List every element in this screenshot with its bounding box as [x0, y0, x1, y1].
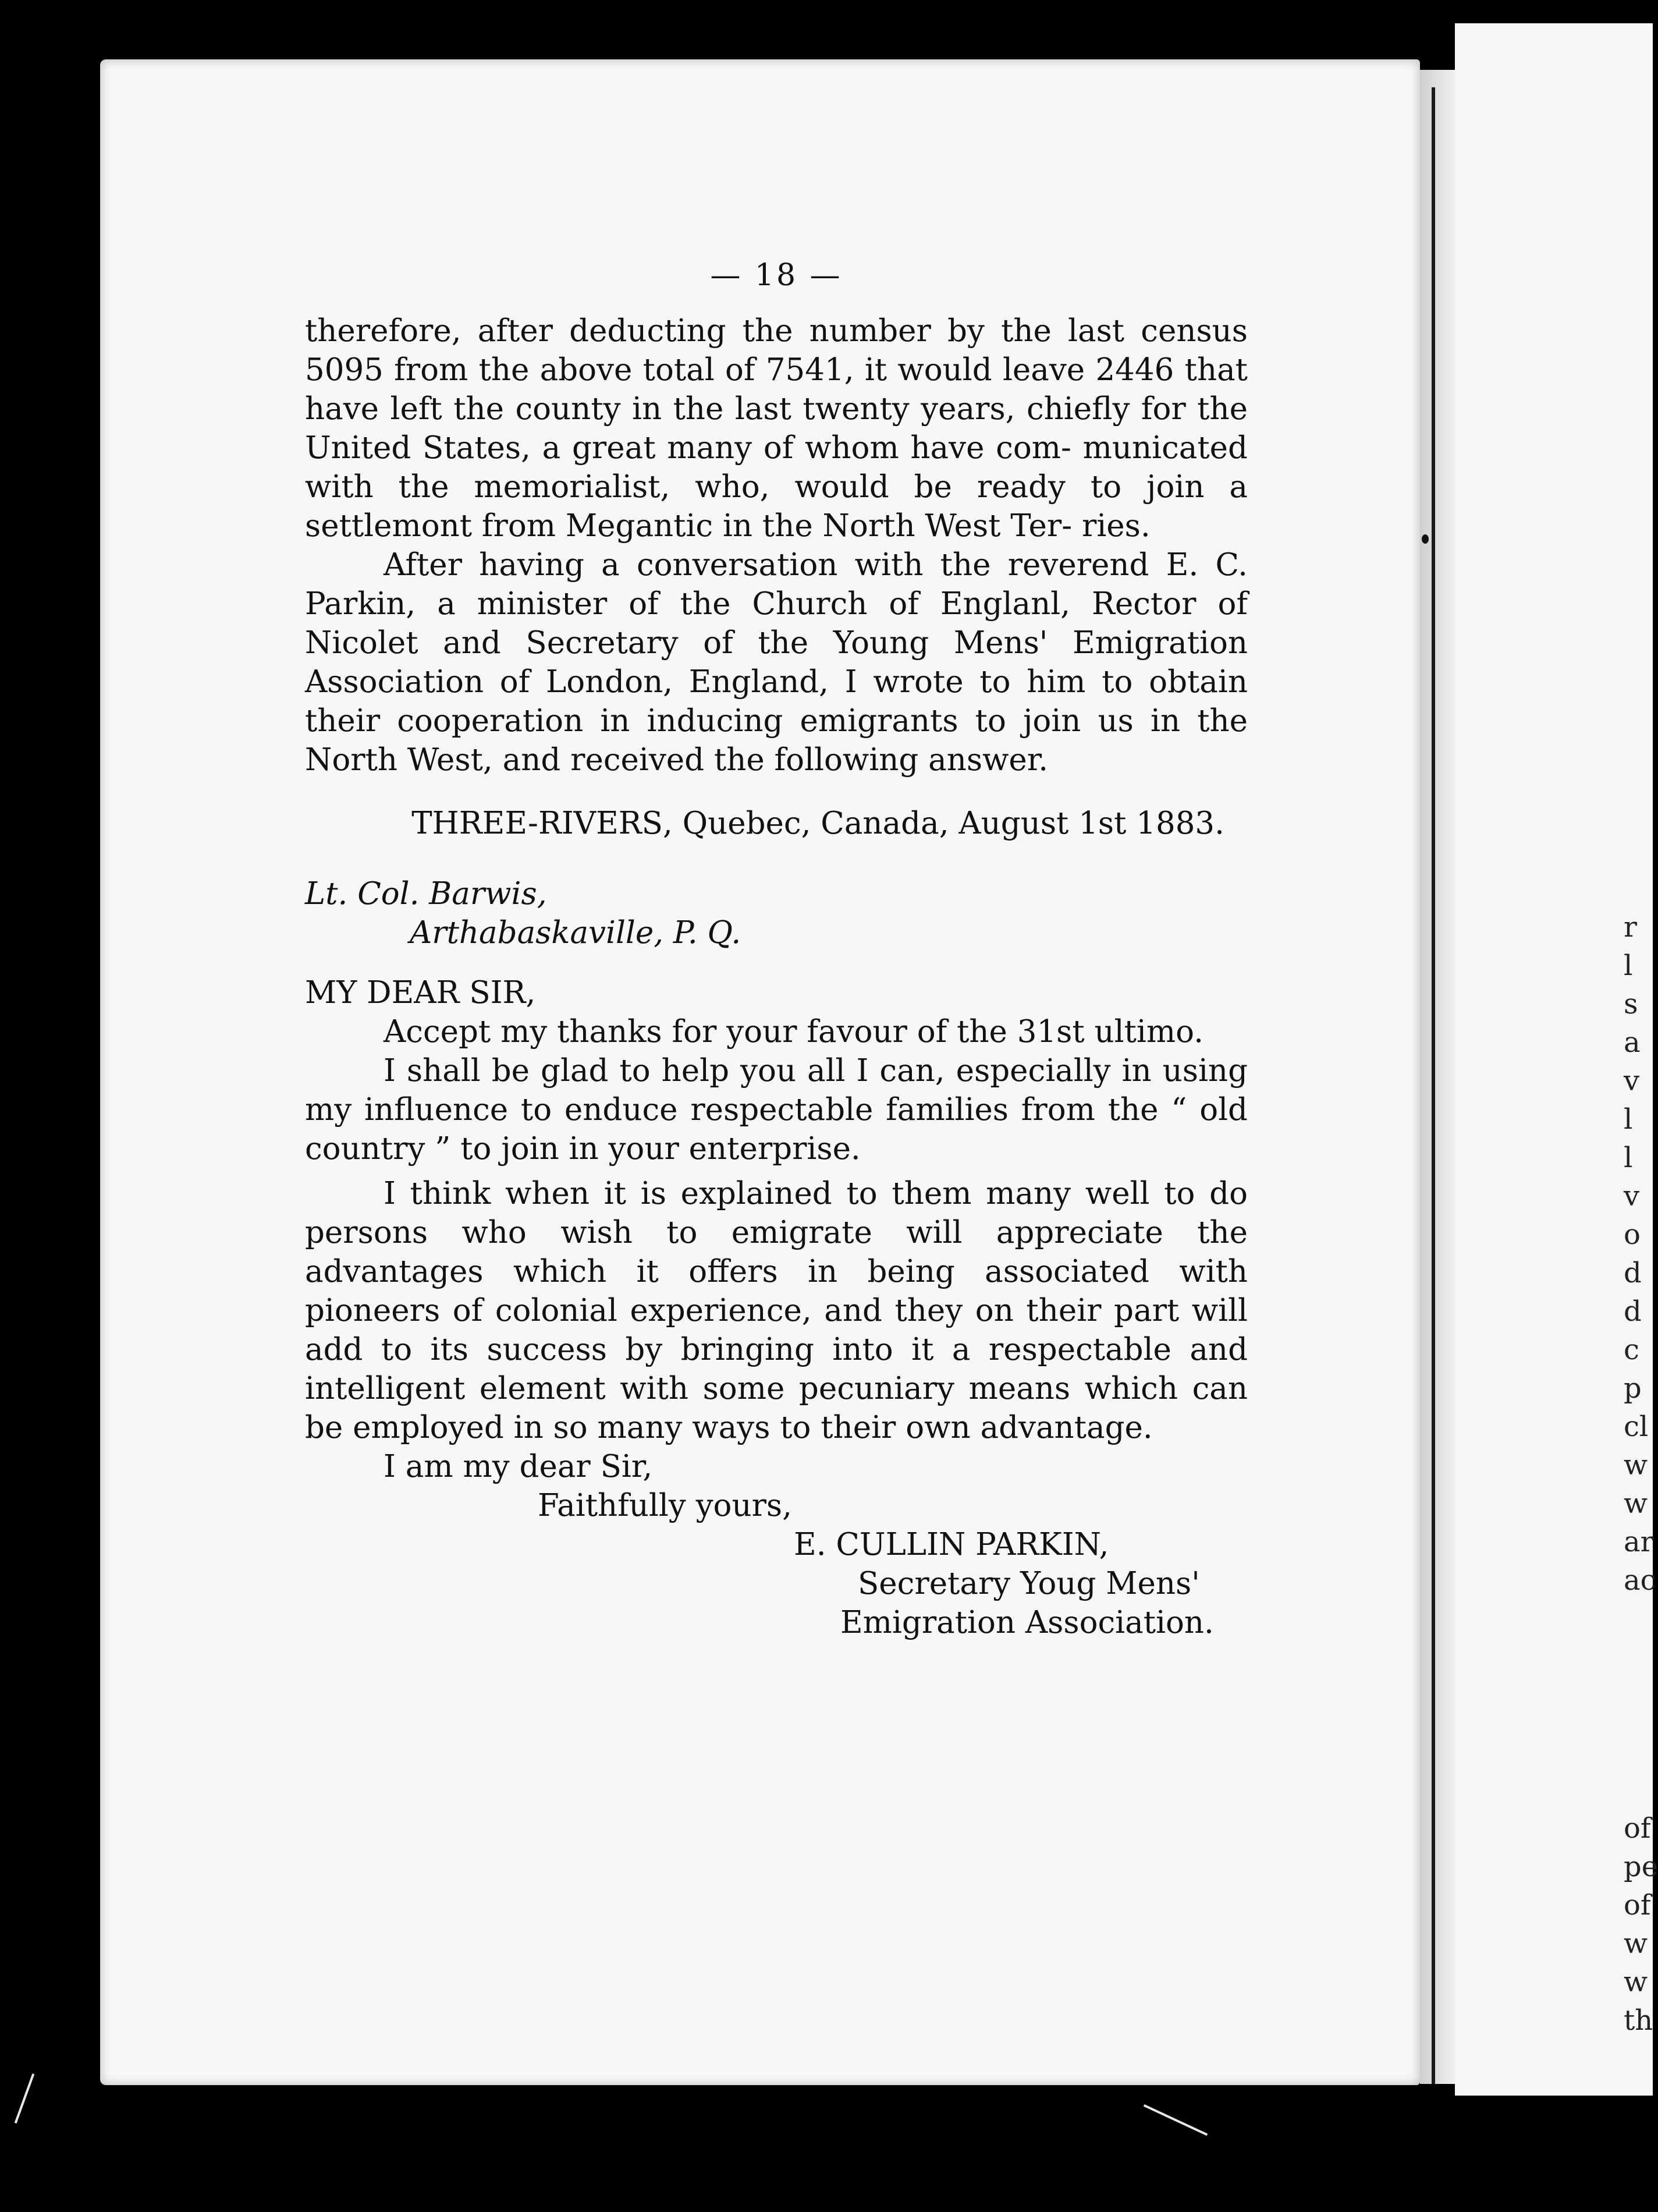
fragment: s: [1624, 988, 1638, 1020]
fragment: of: [1624, 1889, 1651, 1922]
letter-paragraph: I think when it is explained to them many well to do persons who wish to emigrate will appreciate the advantages which it offers in being associated with pioneers of colonial experience, and they on their part will add to its success by bringing into it a respectable and intelligent element with some pecuniary means which can be employed in so many ways to their own advantage.: [305, 1176, 1248, 1445]
paragraph-census: [305, 311, 1248, 545]
page-gutter-line: [1432, 87, 1435, 2084]
text-line: join a settlemont from Megantic in the North West Ter-: [305, 469, 1248, 544]
text-line: that have left the county in the last twenty years, chiefly: [305, 352, 1248, 427]
ink-dot: [1422, 534, 1429, 544]
text-line: Association of London, England, I wrote to him to obtain: [305, 664, 1248, 700]
fragment: d: [1624, 1257, 1642, 1289]
text-line: therefore, after deducting the number by the last census: [305, 313, 1248, 349]
signature-name: E. CULLIN PARKIN,: [794, 1527, 1109, 1562]
paragraph-conversation: [305, 545, 1248, 779]
text-line: their cooperation in inducing emigrants to join us in the: [305, 703, 1248, 739]
text-line: 5095 from the above total of 7541, it would leave 2446: [305, 352, 1174, 388]
fragment: cl: [1624, 1410, 1649, 1443]
fragment-gap: [1624, 1600, 1653, 1809]
fragment: w: [1624, 1449, 1648, 1481]
letter-closing-2: Faithfully yours,: [538, 1488, 792, 1523]
fragment: l: [1624, 1142, 1633, 1174]
adjacent-page-text-fragments: [1624, 908, 1658, 2040]
text-line: Parkin, a minister of the Church of Englanl, Rector of: [305, 586, 1248, 622]
letter-date-line: [305, 804, 1248, 843]
fragment: d: [1624, 1295, 1642, 1328]
signature-title: Secretary Youg Mens': [858, 1566, 1200, 1601]
text-line: After having a conversation with the reverend E. C.: [384, 547, 1248, 583]
fragment: ar: [1624, 1526, 1654, 1558]
fragment: l: [1624, 949, 1633, 982]
adjacent-page: [1455, 23, 1658, 2096]
fragment: v: [1624, 1065, 1640, 1097]
letter-date: , Quebec, Canada, August 1st 1883.: [662, 806, 1224, 841]
letter-place: THREE-RIVERS: [411, 806, 663, 841]
fragment: r: [1624, 911, 1637, 944]
text-line: ries.: [1082, 508, 1151, 544]
fragment: w: [1624, 1487, 1648, 1520]
fragment: pe: [1624, 1851, 1658, 1883]
fragment: l: [1624, 1103, 1633, 1136]
addressee-name: Lt. Col. Barwis,: [305, 876, 547, 912]
letter-salutation: MY DEAR SIR,: [305, 975, 536, 1011]
page-fold-shadow: [1420, 70, 1455, 2084]
fragment: w: [1624, 1927, 1648, 1960]
fragment: a: [1624, 1026, 1641, 1059]
page-number: — 18 —: [710, 258, 843, 293]
fragment: p: [1624, 1372, 1642, 1405]
letter-paragraph: I shall be glad to help you all I can, especially in using my influence to enduce respectable families from the “ old country ” to join in your enterprise.: [305, 1053, 1248, 1167]
text-line: for the United States, a great many of whom have com-: [305, 391, 1248, 466]
fragment: ac: [1624, 1564, 1656, 1597]
text-line: municated with the memorialist, who, would be ready to: [305, 430, 1248, 505]
letter-closing-1: I am my dear Sir,: [384, 1449, 653, 1484]
fragment: of: [1624, 1812, 1651, 1845]
page-text: [305, 256, 1248, 1642]
fragment: v: [1624, 1180, 1640, 1213]
fragment: o: [1624, 1218, 1641, 1251]
fragment: th: [1624, 2004, 1653, 2037]
letter-paragraph: Accept my thanks for your favour of the 31st ultimo.: [384, 1014, 1203, 1050]
fragment: c: [1624, 1334, 1639, 1366]
fragment: w: [1624, 1966, 1648, 1998]
addressee-place: Arthabaskaville, P. Q.: [410, 915, 741, 951]
text-line: North West, and received the following answer.: [305, 742, 1049, 778]
text-line: Nicolet and Secretary of the Young Mens' Emigration: [305, 625, 1248, 661]
signature-title: Emigration Association.: [840, 1605, 1214, 1640]
